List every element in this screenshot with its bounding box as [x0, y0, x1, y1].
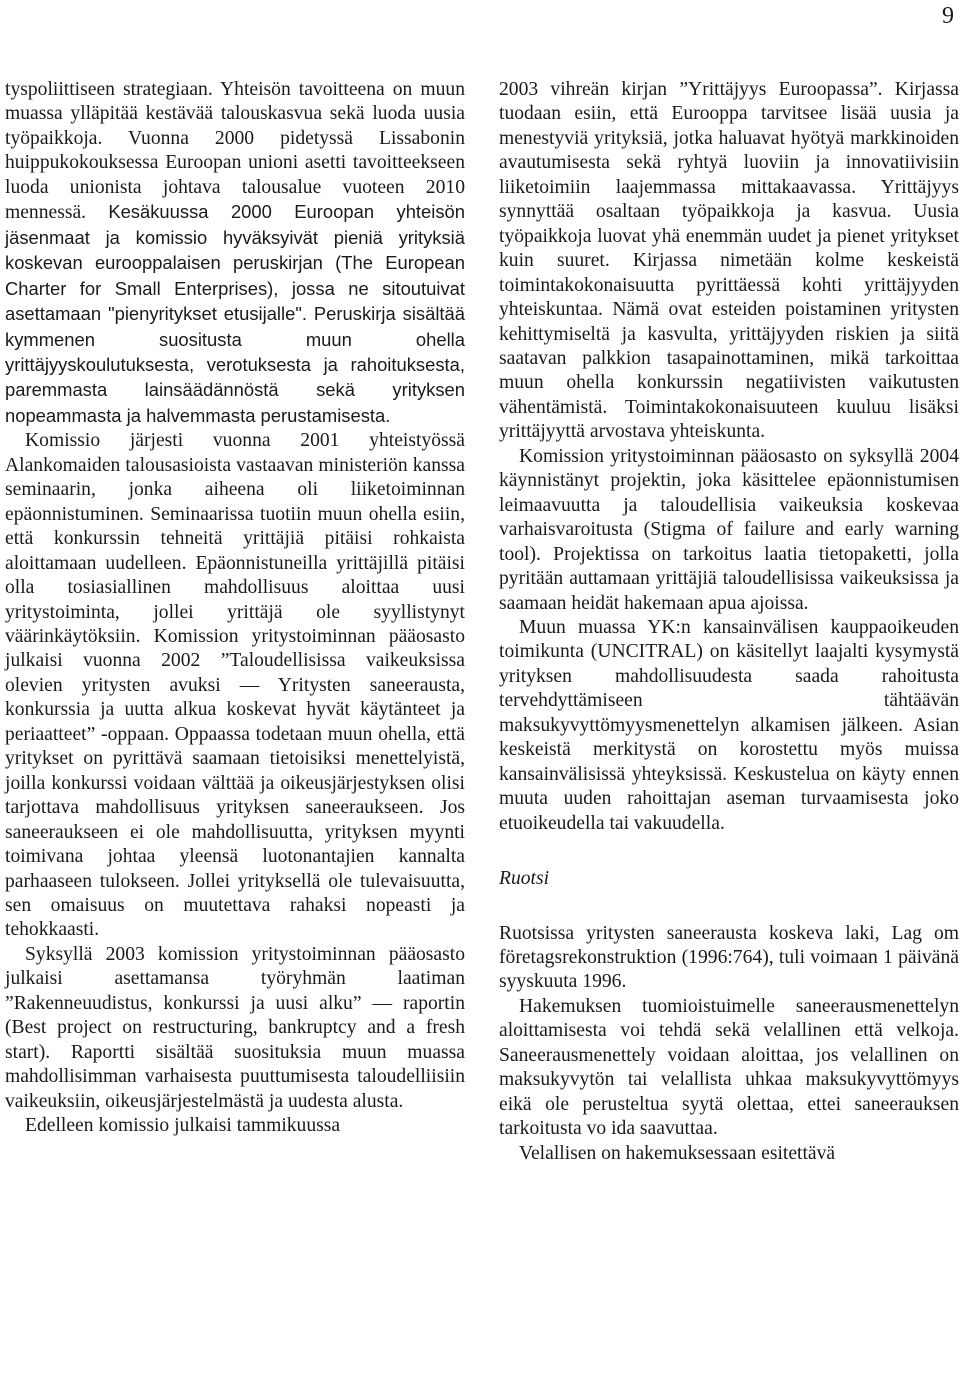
right-column — [499, 78, 959, 1166]
paragraph: Velallisen on hakemuksessaan esitettävä — [519, 1142, 836, 1164]
paragraph — [5, 78, 465, 429]
paragraph-text: tyspoliittiseen strategiaan. Yhteisön tavoitteena on muun muassa ylläpitää kestävää talouskasvua sekä luoda uusia työpaikkoja. Vuonna 2000 pidetyssä Lissabonin huippukokouksessa Euroopan unioni asetti tavoitteekseen luoda unionista johtava talousalue vuoteen 2010 mennessä. — [5, 79, 465, 224]
paragraph: Muun muassa YK:n kansainvälisen kauppaoikeuden toimikunta (UNCITRAL) on käsitellyt laajalti kysymystä yrityksen mahdollisuudesta saada rahoitusta tervehdyttämiseen tähtäävän maksukyvyttömyysmenettelyn alkamisen jälkeen. Asian keskeistä merkitystä on korostettu myös muissa kansainvälisissä yhteyksissä. Keskustelua on käyty ennen muuta uuden rahoittajan aseman turvaamisesta joko etuoikeudella tai vakuudella. — [499, 616, 959, 834]
paragraph: Komission yritystoiminnan pääosasto on syksyllä 2004 käynnistänyt projektin, joka käsittelee epäonnistumisen leimaavuutta ja taloudellisia vaikeuksia koskevaa varhaisvaroitusta (Stigma of failure and early warning tool). Projektissa on tarkoitus laatia tietopaketti, jolla pyritään auttamaan yrittäjiä taloudellisissa vaikeuksissa ja saamaan heidät hakemaan apua ajoissa. — [499, 445, 959, 614]
paragraph: 2003 vihreän kirjan ”Yrittäjyys Euroopassa”. Kirjassa tuodaan esiin, että Eurooppa tarvitsee lisää uusia ja menestyviä yrityksiä, jotka haluavat hyötyä markkinoiden avautumisesta sekä ryhtyä luoviin ja innovatiivisiin liiketoimiin laajemmassa mittakaavassa. Yrittäjyys synnyttää osaltaan työpaikkoja ja kasvua. Uusia työpaikkoja luovat yhä enemmän uudet ja pienet yritykset kuin suuret. Kirjassa nimetään kolme keskeistä toimintakokonaisuutta pyrittäessä kohti yrittäjyyden yhteiskuntaa. Nämä ovat esteiden poistaminen yritysten kehittymiseltä ja kasvulta, yrittäjyyden riskien ja siitä saatavan palkkion tasapainottaminen, mikä tarkoittaa muun ohella konkurssin negatiivisten vaikutusten vähentämistä. Toimintakokonaisuuteen kuuluu lisäksi yrittäjyyttä arvostava yhteiskunta. — [499, 79, 959, 443]
paragraph: Ruotsissa yritysten saneerausta koskeva laki, Lag om företagsrekonstruktion (1996:764), tuli voimaan 1 päivänä syyskuuta 1996. — [499, 922, 959, 993]
paragraph: Komissio järjesti vuonna 2001 yhteistyössä Alankomaiden talousasioista vastaavan ministeriön kanssa seminaarin, jonka aiheena oli liiketoiminnan epäonnistuminen. Seminaarissa tuotiin muun ohella esiin, että konkurssin tehneitä yrittäjiä pitäisi rohkaista aloittamaan uudelleen. Epäonnistuneilla yrittäjillä pitäisi olla tosiasiallinen mahdollisuus aloittaa uusi yritystoiminta, jollei yrittäjä ole syyllistynyt väärinkäytöksiin. Komission yritystoiminnan pääosasto julkaisi vuonna 2002 ”Taloudellisissa vaikeuksissa olevien yritysten avuksi — Yritysten saneerausta, konkurssia ja uutta alkua koskevat hyvät käytänteet ja periaatteet” -oppaan. Oppaassa todetaan muun ohella, että yritykset on pyrittävä saamaan tietoisiksi menettelyistä, joilla konkurssi voidaan välttää ja oikeusjärjestyksen olisi tarjottava mahdollisuus yrityksen saneeraukseen. Jos saneeraukseen ei ole mahdollisuutta, yrityksen myynti toimivana johtaa yleensä luotonantajien kannalta parhaaseen tulokseen. Jollei yrityksellä ole tulevaisuutta, sen omaisuus on muutettava rahaksi nopeasti ja tehokkaasti. — [5, 430, 465, 941]
paragraph: Hakemuksen tuomioistuimelle saneerausmenettelyn aloittamisesta voi tehdä sekä velallinen että velkoja. Saneerausmenettely voidaan aloittaa, jos velallinen on maksukyvytön tai velallista uhkaa maksukyvyttömyys eikä ole perusteltua syytä olettaa, ettei saneerauksen tarkoitusta vo ida saavuttaa. — [499, 995, 959, 1140]
paragraph: Edelleen komissio julkaisi tammikuussa — [25, 1115, 341, 1137]
section-heading: Ruotsi — [499, 868, 550, 890]
page-number: 9 — [942, 3, 954, 29]
left-column — [5, 78, 465, 1138]
paragraph-text-sans: Kesäkuussa 2000 Euroopan yhteisön jäsenmaat ja komissio hyväksyivät pieniä yrityksiä koskevan eurooppalaisen peruskirjan (The European Charter for Small Enterprises), jossa ne sitoutuivat asettamaan "pienyritykset etusijalle". Peruskirja sisältää kymmenen suositusta muun ohella yrittäjyyskoulutuksesta, verotuksesta ja rahoituksesta, paremmasta lainsäädännöstä sekä yrityksen nopeammasta ja halvemmasta perustamisesta. — [5, 201, 465, 426]
paragraph: Syksyllä 2003 komission yritystoiminnan pääosasto julkaisi asettamansa työryhmän laatiman ”Rakenneuudistus, konkurssi ja uusi alku” — raportin (Best project on restructuring, bankruptcy and a fresh start). Raportti sisältää suosituksia muun muassa mahdollisimman varhaisesta puuttumisesta taloudelliisiin vaikeuksiin, oikeusjärjestelmästä ja uudesta alusta. — [5, 943, 465, 1112]
